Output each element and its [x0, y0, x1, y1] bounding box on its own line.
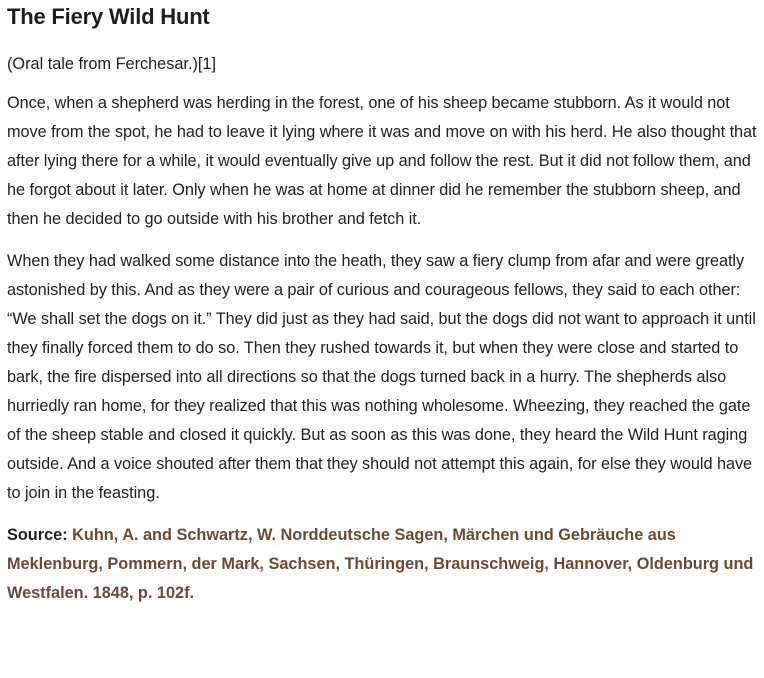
article-title: The Fiery Wild Hunt [7, 4, 210, 29]
paragraph-1: Once, when a shepherd was herding in the forest, one of his sheep became stubborn. As it would not move from the spot, he had to leave it lying where it was and move on with his herd. He also thought that after lying there for a while, it would eventually give up and follow the rest. But it did not follow them, and he forgot about it later. Only when he was at home at dinner did he remember the stubborn sheep, and then he decided to go outside with his brother and fetch it. [7, 94, 757, 228]
source-link[interactable]: Kuhn, A. and Schwartz, W. Norddeutsche Sagen, Märchen und Gebräuche aus Meklenburg, Pommern, der Mark, Sachsen, Thüringen, Braunschweig, Hannover, Oldenburg und Westfalen. 1848, p. 102f. [7, 526, 754, 602]
article-subtitle: (Oral tale from Ferchesar.)[1] [7, 55, 217, 73]
paragraph-2: When they had walked some distance into the heath, they saw a fiery clump from afar and were greatly astonished by this. And as they were a pair of curious and courageous fellows, they said to each other: “We shall set the dogs on it.” They did just as they had said, but the dogs did not want to approach it until they finally forced them to do so. Then they rushed towards it, but when they were close and started to bark, the fire dispersed into all directions so that the dogs turned back in a hurry. The shepherds also hurriedly ran home, for they realized that this was nothing wholesome. Wheezing, they reached the gate of the sheep stable and closed it quickly. But as soon as this was done, they heard the Wild Hunt raging outside. And a voice shouted after them that they should not attempt this again, for else they would have to join in the feasting. [7, 252, 756, 502]
source-label: Source: [7, 526, 68, 544]
source-citation [7, 521, 758, 608]
article [0, 3, 764, 608]
